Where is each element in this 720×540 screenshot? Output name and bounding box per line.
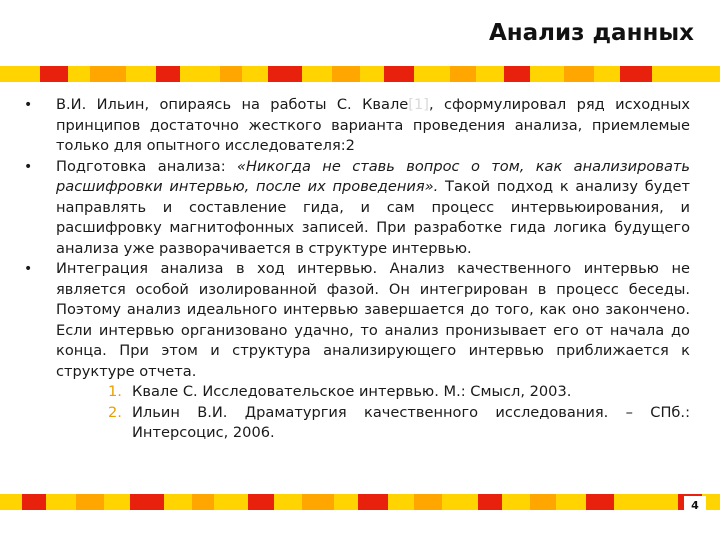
band-segment (76, 494, 104, 510)
band-segment (156, 66, 180, 82)
bullet-item (20, 95, 690, 157)
bullet-text: В.И. Ильин, опираясь на работы С. Квале (56, 96, 409, 113)
bullet-item (20, 157, 690, 260)
reference-item (56, 403, 690, 444)
band-segment (384, 66, 414, 82)
band-segment (192, 494, 214, 510)
band-segment (414, 66, 450, 82)
band-segment (388, 494, 414, 510)
band-segment (242, 66, 268, 82)
top-color-band (0, 66, 720, 82)
bottom-color-band (0, 494, 720, 510)
band-segment (302, 66, 332, 82)
reference-number: 2. (108, 403, 122, 421)
band-segment (414, 494, 442, 510)
band-segment (274, 494, 302, 510)
band-segment (502, 494, 530, 510)
band-segment (126, 66, 156, 82)
band-segment (248, 494, 274, 510)
band-segment (476, 66, 504, 82)
band-segment (268, 66, 302, 82)
band-segment (214, 494, 248, 510)
band-segment (104, 494, 130, 510)
bullet-text: Подготовка анализа: (56, 157, 238, 175)
bullet-dot: • (24, 158, 33, 175)
bullet-text-cont: Такой подход к анализу будет направлять и составление гида, и сам процесс интервьюирования, и расшифровку магнитофонных записей. При разработке гида логика будущего анализа уже разворачивается в структуре интервью. (56, 178, 691, 257)
footnote-ref: [1] (408, 96, 429, 113)
bullet-list (20, 95, 690, 444)
bullet-text-cont: , сформулировал ряд исходных принципов достаточно жесткого варианта проведения анализа, приемлемые только для опытного исследователя:2 (56, 96, 690, 154)
band-segment (652, 66, 680, 82)
band-segment (220, 66, 242, 82)
band-segment (504, 66, 530, 82)
bullet-dot: • (24, 261, 33, 277)
reference-item (56, 382, 690, 403)
band-segment (586, 494, 614, 510)
band-segment (530, 494, 556, 510)
reference-number: 1. (108, 383, 122, 400)
band-segment (46, 494, 76, 510)
band-segment (22, 494, 46, 510)
bullet-item (20, 259, 690, 444)
band-segment (556, 494, 586, 510)
band-segment (620, 66, 652, 82)
band-segment (302, 494, 334, 510)
band-segment (180, 66, 220, 82)
bullet-quote: «Никогда не ставь вопрос о том, как анализировать расшифровки интервью, после их проведения». (56, 157, 691, 195)
band-segment (68, 66, 90, 82)
band-segment (334, 494, 358, 510)
band-segment (564, 66, 594, 82)
band-segment (360, 66, 384, 82)
band-segment (130, 494, 164, 510)
band-segment (0, 494, 22, 510)
band-segment (614, 494, 656, 510)
band-segment (478, 494, 502, 510)
band-segment (90, 66, 126, 82)
bullet-text: Интеграция анализа в ход интервью. Анализ качественного интервью не является особой изолированной фазой. Он интегрирован в процесс беседы. Поэтому анализ идеального интервью завершается до того, как оно закончено. Если интервью организовано удачно, то анализ пронизывает его от начала до конца. При этом и структура анализирующего интервью приближается к структуре отчета. (56, 260, 690, 380)
reference-text: Ильин В.И. Драматургия качественного исследования. – СПб.: Интерсоцис, 2006. (132, 403, 690, 441)
band-segment (332, 66, 360, 82)
band-segment (450, 66, 476, 82)
band-segment (40, 66, 68, 82)
band-segment (358, 494, 388, 510)
page-number: 4 (684, 496, 706, 516)
bullet-dot: • (24, 97, 33, 113)
band-segment (656, 494, 678, 510)
reference-text: Квале С. Исследовательское интервью. М.: Смысл, 2003. (132, 383, 572, 400)
band-segment (594, 66, 620, 82)
band-segment (530, 66, 564, 82)
slide-title: Анализ данных (488, 20, 694, 46)
band-segment (164, 494, 192, 510)
reference-list (56, 382, 690, 444)
band-segment (680, 66, 720, 82)
band-segment (442, 494, 478, 510)
slide-body (20, 95, 690, 444)
band-segment (0, 66, 40, 82)
